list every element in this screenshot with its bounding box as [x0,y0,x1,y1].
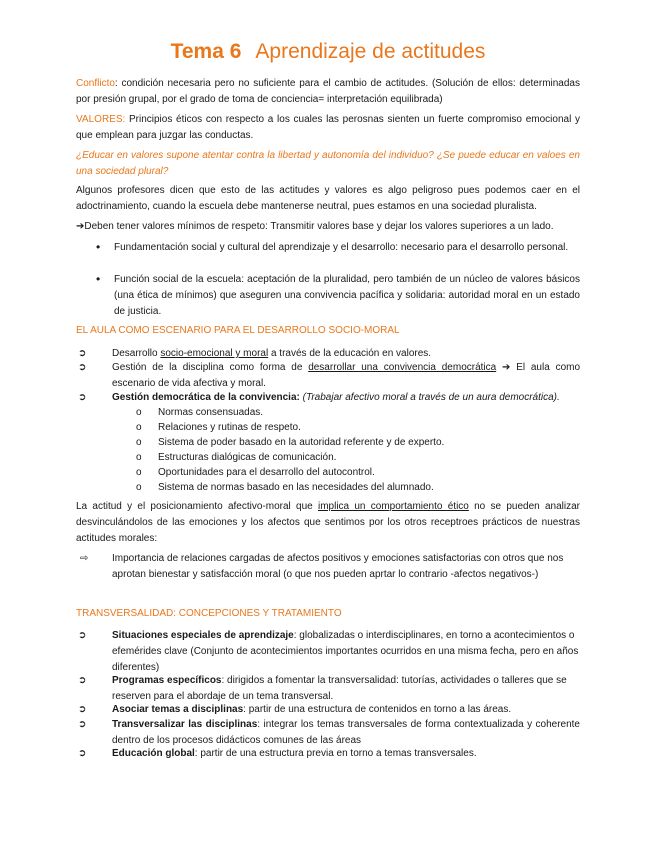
sub-list-item [136,420,301,436]
page-title [76,40,580,64]
underlined-text: desarrollar una convivencia democrática [308,362,497,373]
right-arrow-icon: ➔ [76,221,85,232]
sub-list-item [136,405,263,421]
list-item [76,240,580,256]
section-heading-aula: EL AULA COMO ESCENARIO PARA EL DESARROLLO SOCIO-MORAL [76,325,400,336]
hollow-arrow-icon: ⇨ [80,553,89,564]
item-text [76,702,580,718]
valores-label: VALORES: [76,114,126,125]
list-item [76,746,580,762]
arrow-bullet-icon: ➲ [78,704,87,715]
paragraph-text-part: no se pueden analizar desvinculándolos de las emociones y los afectos que sentimos por los otros receptroes prácticos de nuestras actitudes morales: [76,501,580,544]
circle-bullet-icon: o [136,452,142,463]
list-item [76,702,580,718]
underlined-text: implica un comportamiento ético [317,501,469,512]
bullet-text: Fundamentación social y cultural del aprendizaje y el desarrollo: necesario para el desarrollo personal. [114,242,569,253]
item-body: : globalizadas o interdisciplinares, en torno a acontecimientos o efemérides clave (Conjunto de acontecimientos importantes ocurridos en una misma fecha, pero en años diferentes) [112,630,579,673]
circle-bullet-icon: o [136,482,142,493]
item-label: Transversalizar las disciplinas [112,719,258,730]
right-arrow-icon: ➔ [496,362,517,373]
valores-text: Principios éticos con respecto a los cuales las perosnas sienten un fuerte compromiso emocional y que emplean para juzgar las conductas. [76,114,580,141]
sub-list-item [136,465,375,481]
item-body: : partir de una estructura previa en torno a temas transversales. [194,748,477,759]
title-number: Tema 6 [170,40,242,63]
conflicto-paragraph [76,76,580,108]
sub-item-text: Normas consensuadas. [158,407,264,418]
list-item [76,673,580,705]
bullet-text: Función social de la escuela: aceptación de la pluralidad, pero también de un núcleo de valores básicos (una ética de mínimos) que aseguren una convivencia pacífica y solidaria: autoridad moral en un estado de justicia. [114,274,580,317]
actitud-paragraph [76,499,580,547]
bullet-icon: • [96,272,101,286]
minimos-line [76,219,580,235]
circle-bullet-icon: o [136,437,142,448]
sub-item-text: Sistema de poder basado en la autoridad referente y de experto. [158,437,445,448]
sub-item-text: Oportunidades para el desarrollo del autocontrol. [158,467,375,478]
list-item [76,360,580,392]
arrow-bullet-icon: ➲ [78,362,87,373]
item-text: Importancia de relaciones cargadas de afectos positivos y emociones satisfactorias con otros que nos aprotan bienestar y satisfacción moral (o que nos pueden aprtar lo contrario -afectos negativos-) [112,553,564,580]
sub-list-item [136,480,434,496]
item-text-bold: Gestión democrática de la convivencia: [112,392,300,403]
arrow-bullet-icon: ➲ [78,719,87,730]
title-text: Aprendizaje de actitudes [255,40,486,63]
item-text [76,628,580,676]
arrow-bullet-icon: ➲ [78,630,87,641]
list-item [76,717,580,749]
sub-list-item [136,450,336,466]
arrow-bullet-icon: ➲ [78,675,87,686]
item-label: Programas específicos [112,675,222,686]
minimos-text: Deben tener valores mínimos de respeto: Transmitir valores base y dejar los valores superiores a un lado. [84,221,554,232]
sub-item-text: Estructuras dialógicas de comunicación. [158,452,337,463]
list-item [76,390,580,406]
list-item [76,551,580,583]
item-text-part: Gestión de la disciplina como forma de [112,362,309,373]
sub-list-item [136,435,444,451]
circle-bullet-icon: o [136,467,142,478]
item-body: : partir de una estructura de contenidos en torno a las áreas. [243,704,512,715]
item-label: Asociar temas a disciplinas [112,704,244,715]
item-text [76,717,580,749]
adoctrinamiento-paragraph: Algunos profesores dicen que esto de las actitudes y valores es algo peligroso pues podemos caer en el adoctrinamiento, cuando la escuela debe mantenerse neutral, pues estamos en una sociedad pluralista. [76,185,580,212]
item-text-italic: (Trabajar afectivo moral a través de un aura democrática). [299,392,560,403]
paragraph-text-part: La actitud y el posicionamiento afectivo-moral que [76,501,318,512]
conflicto-label: Conflicto [76,78,115,89]
sub-item-text: Relaciones y rutinas de respeto. [158,422,301,433]
item-text [76,746,580,762]
item-text-part: a través de la educación en valores. [268,348,432,359]
item-label: Educación global [112,748,195,759]
arrow-bullet-icon: ➲ [78,748,87,759]
circle-bullet-icon: o [136,407,142,418]
underlined-text: socio-emocional y moral [160,348,269,359]
item-body: : dirigidos a fomentar la transversalidad: tutorías, actividades o talleres que se reserven para el abordaje de un tema transversal. [112,675,567,702]
circle-bullet-icon: o [136,422,142,433]
item-body: : integrar los temas transversales de forma contextualizada y coherente dentro de los procesos didácticos comunes de las áreas [112,719,580,746]
arrow-bullet-icon: ➲ [78,348,87,359]
question-paragraph: ¿Educar en valores supone atentar contra la libertad y autonomía del individuo? ¿Se puede educar en valoes en una sociedad plural? [76,150,580,177]
valores-paragraph [76,112,580,144]
item-text-part: Desarrollo [112,348,161,359]
item-text-part: El aula como escenario de vida afectiva y moral. [112,362,581,389]
section-heading-transversalidad: TRANSVERSALIDAD: CONCEPCIONES Y TRATAMIENTO [76,608,342,619]
sub-item-text: Sistema de normas basado en las necesidades del alumnado. [158,482,434,493]
item-label: Situaciones especiales de aprendizaje [112,630,294,641]
conflicto-text: : condición necesaria pero no suficiente para el cambio de actitudes. (Solución de ellos: determinadas por presión grupal, por el grado de toma de conciencia= interpretación equilibrada) [76,78,580,105]
item-text [76,673,580,705]
list-item [76,628,580,676]
arrow-bullet-icon: ➲ [78,392,87,403]
bullet-icon: • [96,240,101,254]
list-item [76,272,580,320]
item-text [76,360,580,392]
item-text [76,390,580,406]
